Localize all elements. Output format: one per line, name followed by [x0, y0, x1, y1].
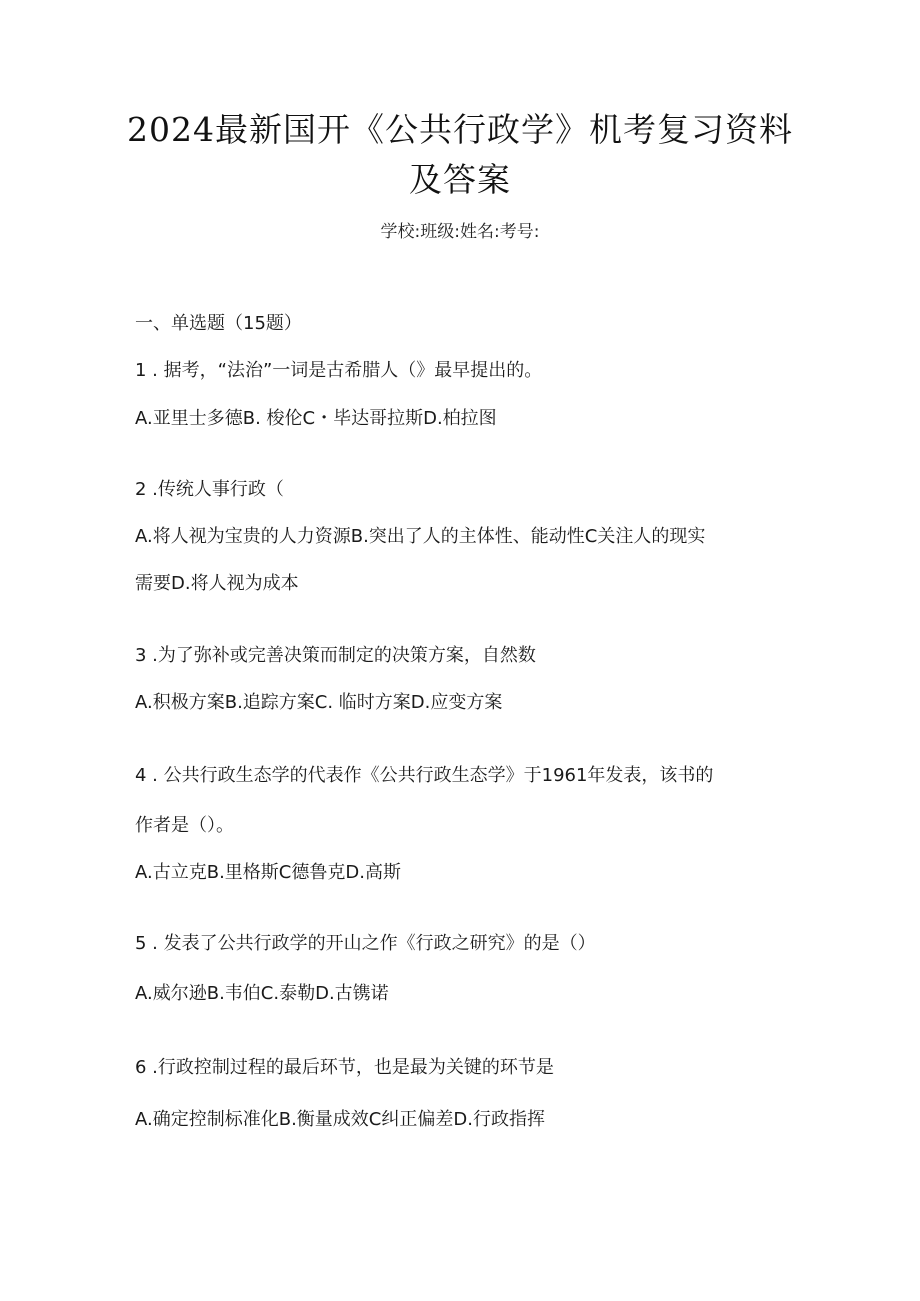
question-4-options: A.古立克B.里格斯C德鲁克D.高斯 [135, 862, 401, 883]
question-1-options: A.亚里士多德B. 梭伦C・毕达哥拉斯D.柏拉图 [135, 408, 497, 429]
question-4-stem: 4 . 公共行政生态学的代表作《公共行政生态学》于1961年发表，该书的 [135, 765, 714, 786]
question-5-stem: 5 . 发表了公共行政学的开山之作《行政之研究》的是（） [135, 933, 596, 954]
question-5-options: A.威尔逊B.韦伯C.泰勒D.古镌诺 [135, 983, 389, 1004]
question-2-options: A.将人视为宝贵的人力资源B.突出了人的主体性、能动性C关注人的现实 [135, 526, 706, 547]
question-3-stem: 3 .为了弥补或完善决策而制定的决策方案，自然数 [135, 645, 536, 666]
question-1-stem: 1 . 据考，“法治”一词是古希腊人（》最早提出的。 [135, 360, 543, 381]
student-info-line: 学校:班级:姓名:考号: [380, 222, 540, 242]
question-2-options-cont: 需要D.将人视为成本 [135, 573, 299, 594]
question-3-options: A.积极方案B.追踪方案C. 临时方案D.应变方案 [135, 692, 503, 713]
document-title-line-1: 2024最新国开《公共行政学》机考复习资料 [127, 110, 793, 149]
question-6-stem: 6 .行政控制过程的最后环节，也是最为关键的环节是 [135, 1057, 554, 1078]
section-heading: 一、单选题（15题） [135, 313, 302, 334]
question-2-stem: 2 .传统人事行政（ [135, 479, 284, 500]
document-title-line-2: 及答案 [409, 160, 511, 199]
question-4-stem-cont: 作者是（）。 [135, 815, 234, 836]
question-6-options: A.确定控制标准化B.衡量成效C纠正偏差D.行政指挥 [135, 1109, 545, 1130]
